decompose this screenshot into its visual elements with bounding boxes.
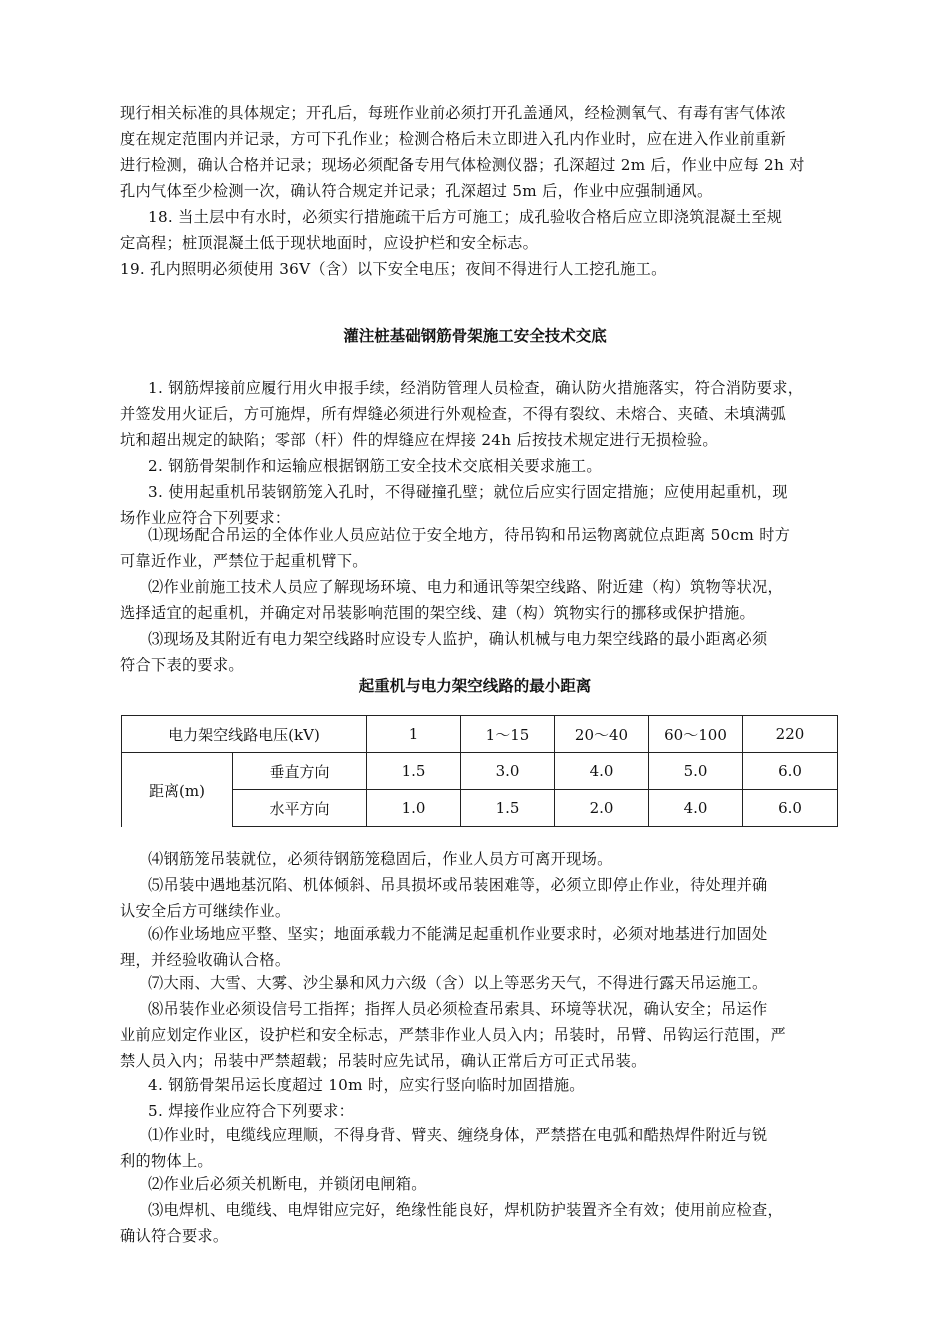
paragraph-line: ⑺大雨、大雪、大雾、沙尘暴和风力六级（含）以上等恶劣天气，不得进行露天吊运施工。 — [148, 974, 768, 992]
paragraph-line: 选择适宜的起重机，并确定对吊装影响范围的架空线、建（构）筑物实行的挪移或保护措施。 — [120, 604, 755, 622]
table-cell: 1.5 — [461, 790, 555, 827]
paragraph-line: 进行检测，确认合格并记录；现场必须配备专用气体检测仪器；孔深超过 2m 后，作业中应每 2h 对 — [120, 156, 805, 174]
section-title: 灌注桩基础钢筋骨架施工安全技术交底 — [343, 327, 607, 345]
paragraph-line: ⑹作业场地应平整、坚实；地面承载力不能满足起重机作业要求时，必须对地基进行加固处 — [148, 925, 768, 943]
table-cell: 4.0 — [555, 753, 649, 790]
paragraph-line: 2. 钢筋骨架制作和运输应根据钢筋工安全技术交底相关要求施工。 — [148, 457, 602, 475]
paragraph-line: 18. 当土层中有水时，必须实行措施疏干后方可施工；成孔验收合格后应立即浇筑混凝土至规 — [148, 208, 783, 226]
paragraph-line: 符合下表的要求。 — [120, 656, 244, 674]
voltage-cell: 1～15 — [461, 716, 555, 753]
min-distance-table — [121, 715, 838, 827]
paragraph-line: ⑸吊装中遇地基沉陷、机体倾斜、吊具损坏或吊装困难等，必须立即停止作业，待处理并确 — [148, 876, 768, 894]
paragraph-line: 确认符合要求。 — [120, 1227, 229, 1245]
table-cell: 1.0 — [367, 790, 461, 827]
table-cell: 6.0 — [743, 753, 838, 790]
row-label-cell: 水平方向 — [269, 799, 330, 818]
distance-group-cell: 距离(m) — [122, 753, 233, 827]
table-header-row — [122, 716, 838, 753]
voltage-cell: 60～100 — [649, 716, 743, 753]
voltage-header-cell: 电力架空线路电压(kV) — [122, 716, 367, 753]
table-cell: 3.0 — [461, 753, 555, 790]
paragraph-line: 禁人员入内；吊装中严禁超载；吊装时应先试吊，确认正常后方可正式吊装。 — [120, 1052, 647, 1070]
table-row — [122, 753, 838, 790]
paragraph-line: ⑶电焊机、电缆线、电焊钳应完好，绝缘性能良好，焊机防护装置齐全有效；使用前应检查， — [148, 1201, 783, 1219]
paragraph-line: 利的物体上。 — [120, 1152, 213, 1170]
paragraph-line: 业前应划定作业区，设护栏和安全标志，严禁非作业人员入内；吊装时，吊臂、吊钩运行范围，严 — [120, 1026, 786, 1044]
paragraph-line: ⑵作业前施工技术人员应了解现场环境、电力和通讯等架空线路、附近建（构）筑物等状况， — [148, 578, 783, 596]
paragraph-line: 1. 钢筋焊接前应履行用火申报手续，经消防管理人员检查，确认防火措施落实，符合消防要求， — [148, 379, 804, 397]
paragraph-line: 孔内气体至少检测一次，确认符合规定并记录；孔深超过 5m 后，作业中应强制通风。 — [120, 182, 713, 200]
paragraph-line: ⑴现场配合吊运的全体作业人员应站位于安全地方，待吊钩和吊运物离就位点距离 50cm 时方 — [148, 526, 791, 544]
paragraph-line: 现行相关标准的具体规定；开孔后，每班作业前必须打开孔盖通风，经检测氧气、有毒有害气体浓 — [120, 104, 786, 122]
paragraph-line: 3. 使用起重机吊装钢筋笼入孔时，不得碰撞孔壁；就位后应实行固定措施；应使用起重机，现 — [148, 483, 788, 501]
paragraph-line: ⑷钢筋笼吊装就位，必须待钢筋笼稳固后，作业人员方可离开现场。 — [148, 850, 613, 868]
paragraph-line: ⑻吊装作业必须设信号工指挥；指挥人员必须检查吊索具、环境等状况，确认安全；吊运作 — [148, 1000, 768, 1018]
voltage-cell: 20～40 — [555, 716, 649, 753]
paragraph-line: 可靠近作业，严禁位于起重机臂下。 — [120, 552, 368, 570]
table-cell: 6.0 — [743, 790, 838, 827]
table-cell: 1.5 — [367, 753, 461, 790]
paragraph-line: 定高程；桩顶混凝土低于现状地面时，应设护栏和安全标志。 — [120, 234, 539, 252]
paragraph-line: ⑵作业后必须关机断电，并锁闭电闸箱。 — [148, 1175, 427, 1193]
paragraph-line: 坑和超出规定的缺陷；零部（杆）件的焊缝应在焊接 24h 后按技术规定进行无损检验。 — [120, 431, 718, 449]
paragraph-line: 理，并经验收确认合格。 — [120, 951, 291, 969]
voltage-cell: 220 — [743, 716, 838, 753]
table-cell: 5.0 — [649, 753, 743, 790]
table-cell: 2.0 — [555, 790, 649, 827]
paragraph-line: 度在规定范围内并记录，方可下孔作业；检测合格后未立即进入孔内作业时，应在进入作业前重新 — [120, 130, 786, 148]
paragraph-line: 场作业应符合下列要求： — [120, 509, 291, 527]
row-label-cell: 垂直方向 — [269, 762, 330, 781]
table-cell: 4.0 — [649, 790, 743, 827]
paragraph-line: 5. 焊接作业应符合下列要求： — [148, 1102, 355, 1120]
table-title: 起重机与电力架空线路的最小距离 — [358, 677, 592, 695]
paragraph-line: ⑴作业时，电缆线应理顺，不得身背、臂夹、缠绕身体，严禁搭在电弧和酷热焊件附近与锐 — [148, 1126, 768, 1144]
paragraph-line: 19. 孔内照明必须使用 36V（含）以下安全电压；夜间不得进行人工挖孔施工。 — [120, 260, 667, 278]
voltage-cell: 1 — [367, 716, 461, 753]
paragraph-line: 4. 钢筋骨架吊运长度超过 10m 时，应实行竖向临时加固措施。 — [148, 1076, 585, 1094]
paragraph-line: 认安全后方可继续作业。 — [120, 902, 291, 920]
paragraph-line: 并签发用火证后，方可施焊，所有焊缝必须进行外观检查，不得有裂纹、未熔合、夹碴、未填满弧 — [120, 405, 786, 423]
paragraph-line: ⑶现场及其附近有电力架空线路时应设专人监护，确认机械与电力架空线路的最小距离必须 — [148, 630, 768, 648]
